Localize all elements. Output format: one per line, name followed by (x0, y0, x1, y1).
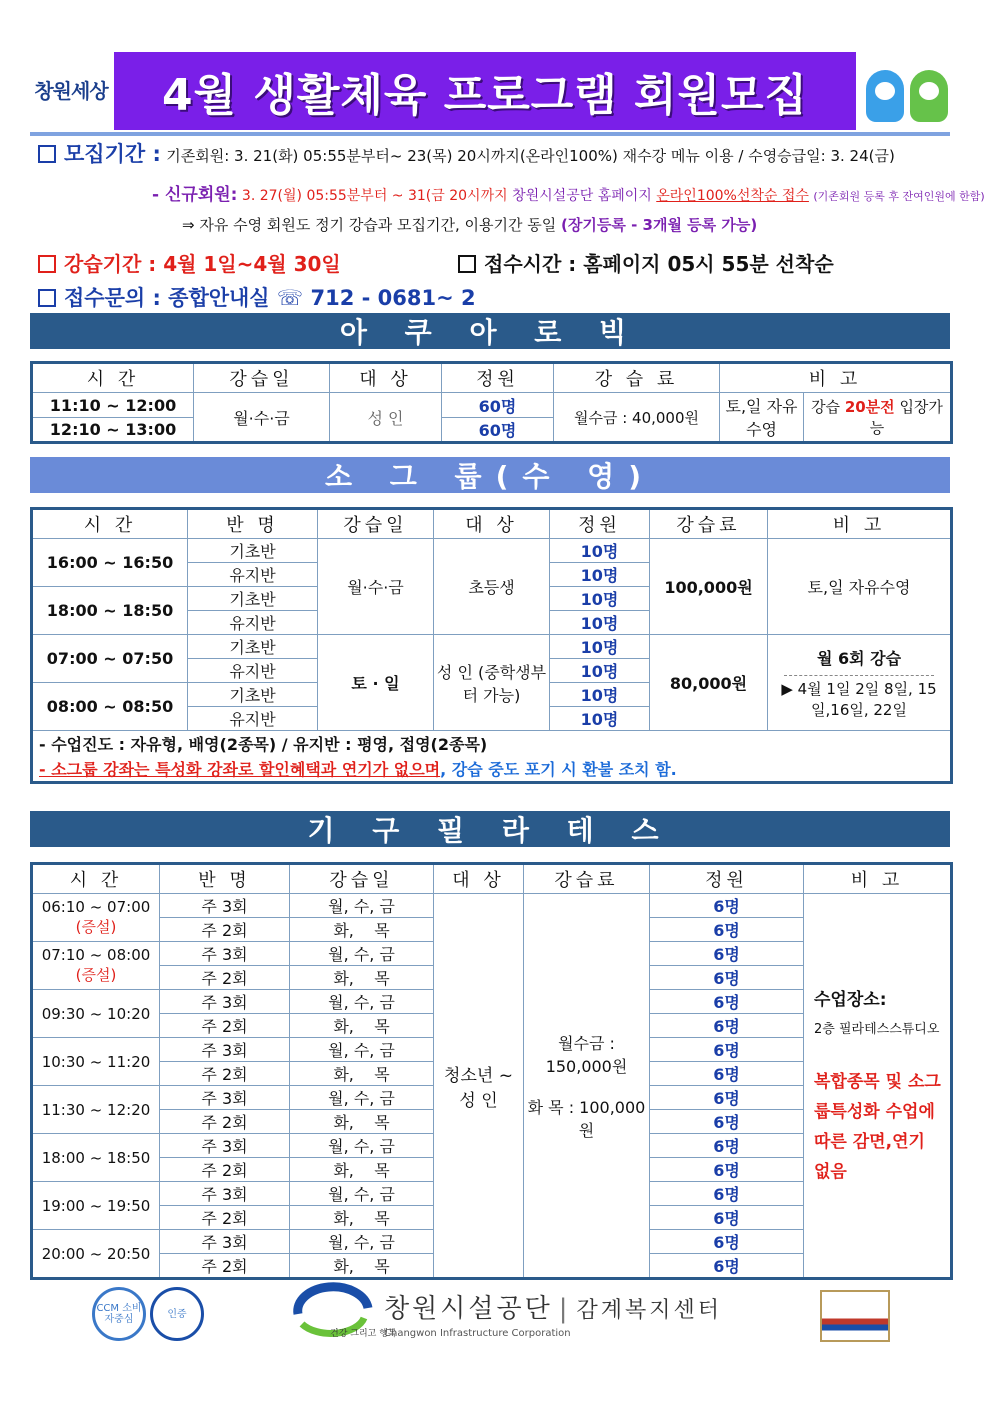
note-cell: 강습 20분전 입장가능 (804, 393, 952, 443)
org-name: 창원시설공단 | 감계복지센터 (384, 1294, 722, 1324)
note-cell: 수업장소: 2층 필라테스스튜디오 복합종목 및 소그룹특성화 수업에 따른 감면,연기 없음 (804, 894, 952, 1279)
class-cell: 주 2회 (160, 1014, 290, 1038)
capacity-cell: 6명 (650, 1038, 804, 1062)
capacity-cell: 6명 (650, 1134, 804, 1158)
class-cell: 유지반 (188, 563, 318, 587)
ccm-badge: CCM 소비자중심 (92, 1282, 146, 1346)
small-group-table (30, 507, 953, 784)
days-cell: 화, 목 (290, 1110, 434, 1134)
col-header: 강습일 (290, 864, 434, 894)
fee-cell: 월수금 : 150,000원 화 목 : 100,000원 (524, 894, 650, 1279)
checkbox-icon (458, 255, 476, 273)
capacity-cell: 60명 (442, 393, 554, 418)
target-cell: 성 인 (330, 393, 442, 443)
col-header: 강습일 (194, 363, 330, 393)
mascot-blue-icon (866, 70, 904, 122)
class-cell: 주 2회 (160, 1254, 290, 1279)
time-cell: 07:10 ~ 08:00 (증설) (32, 942, 160, 990)
col-header: 정원 (550, 509, 650, 539)
col-header: 시 간 (32, 864, 160, 894)
capacity-cell: 6명 (650, 990, 804, 1014)
days-cell: 월, 수, 금 (290, 942, 434, 966)
col-header: 정원 (650, 864, 804, 894)
capacity-cell: 10명 (550, 539, 650, 563)
days-cell: 화, 목 (290, 918, 434, 942)
days-cell: 화, 목 (290, 1062, 434, 1086)
days-cell: 월·수·금 (318, 539, 434, 635)
section-aquarobic-title: 아 쿠 아 로 빅 (30, 313, 950, 349)
capacity-cell: 10명 (550, 683, 650, 707)
capacity-cell: 6명 (650, 918, 804, 942)
capacity-cell: 10명 (550, 587, 650, 611)
aquarobic-table (30, 361, 953, 444)
class-cell: 유지반 (188, 659, 318, 683)
pilates-table (30, 862, 953, 1280)
mascots (862, 62, 952, 122)
target-cell: 성 인 (중학생부터 가능) (434, 635, 550, 731)
checkbox-icon (38, 145, 56, 163)
time-cell: 19:00 ~ 19:50 (32, 1182, 160, 1230)
capacity-cell: 6명 (650, 1110, 804, 1134)
class-cell: 주 2회 (160, 1062, 290, 1086)
col-header: 비 고 (804, 864, 952, 894)
recruit-line: 모집기간 : 기존회원: 3. 21(화) 05:55분부터~ 23(목) 20시까지(온라인100%) 재수강 메뉴 이용 / 수영승급일: 3. 24(금) (38, 138, 895, 168)
time-cell: 07:00 ~ 07:50 (32, 635, 188, 683)
period-line: 강습기간 : 4월 1일~4월 30일 (38, 248, 341, 277)
class-cell: 주 2회 (160, 1110, 290, 1134)
footnote-progress: - 수업진도 : 자유형, 배영(2종목) / 유지반 : 평영, 접영(2종목) (32, 731, 952, 757)
class-cell: 주 3회 (160, 1086, 290, 1110)
class-cell: 주 2회 (160, 918, 290, 942)
org-slogan: 건강 그리고 행복 (330, 1329, 397, 1339)
class-cell: 주 3회 (160, 1038, 290, 1062)
capacity-cell: 6명 (650, 966, 804, 990)
days-cell: 월, 수, 금 (290, 1086, 434, 1110)
capacity-cell: 6명 (650, 1206, 804, 1230)
target-cell: 초등생 (434, 539, 550, 635)
city-logo: 창원세상 (34, 78, 108, 103)
capacity-cell: 6명 (650, 1014, 804, 1038)
days-cell: 화, 목 (290, 1158, 434, 1182)
capacity-cell: 10명 (550, 611, 650, 635)
class-cell: 주 2회 (160, 1158, 290, 1182)
capacity-cell: 6명 (650, 1158, 804, 1182)
page-title: 4월 생활체육 프로그램 회원모집 (161, 70, 809, 121)
col-header: 대 상 (330, 363, 442, 393)
footnote-policy: - 소그룹 강좌는 특성화 강좌로 할인혜택과 연기가 없으며, 강습 중도 포기 시 환불 조치 함. (32, 757, 952, 783)
days-cell: 월, 수, 금 (290, 894, 434, 918)
fee-cell: 월수금 : 40,000원 (554, 393, 720, 443)
col-header: 대 상 (434, 864, 524, 894)
org-logo-icon (290, 1282, 397, 1346)
class-cell: 주 3회 (160, 942, 290, 966)
capacity-cell: 6명 (650, 1182, 804, 1206)
capacity-cell: 60명 (442, 418, 554, 443)
col-header: 비 고 (720, 363, 952, 393)
note-cell: 토,일 자유수영 (720, 393, 804, 443)
col-header: 시 간 (32, 363, 194, 393)
days-cell: 월·수·금 (194, 393, 330, 443)
time-cell: 09:30 ~ 10:20 (32, 990, 160, 1038)
days-cell: 화, 목 (290, 1254, 434, 1279)
mascot-green-icon (910, 70, 948, 122)
col-header: 반 명 (188, 509, 318, 539)
capacity-cell: 6명 (650, 1086, 804, 1110)
inquiry-line: 접수문의 : 종합안내실 ☏ 712 - 0681~ 2 (38, 282, 476, 312)
days-cell: 월, 수, 금 (290, 1230, 434, 1254)
class-cell: 주 3회 (160, 1134, 290, 1158)
reception-line: 접수시간 : 홈페이지 05시 55분 선착순 (458, 248, 834, 277)
time-cell: 18:00 ~ 18:50 (32, 587, 188, 635)
col-header: 강 습 료 (554, 363, 720, 393)
class-cell: 주 3회 (160, 990, 290, 1014)
class-cell: 주 2회 (160, 966, 290, 990)
days-cell: 월, 수, 금 (290, 1134, 434, 1158)
award-badge-icon (820, 1290, 890, 1342)
note-cell: 토,일 자유수영 (768, 539, 952, 635)
days-cell: 화, 목 (290, 966, 434, 990)
class-cell: 기초반 (188, 587, 318, 611)
time-cell: 11:30 ~ 12:20 (32, 1086, 160, 1134)
days-cell: 토 · 일 (318, 635, 434, 731)
col-header: 강습일 (318, 509, 434, 539)
time-cell: 20:00 ~ 20:50 (32, 1230, 160, 1279)
col-header: 강습료 (524, 864, 650, 894)
col-header: 강습료 (650, 509, 768, 539)
class-cell: 유지반 (188, 707, 318, 731)
org-english: Changwon Infrastructure Corporation (384, 1328, 571, 1339)
days-cell: 월, 수, 금 (290, 1182, 434, 1206)
page-title-banner (114, 52, 856, 130)
col-header: 시 간 (32, 509, 188, 539)
col-header: 반 명 (160, 864, 290, 894)
free-swim-line: ⇒ 자유 수영 회원도 정기 강습과 모집기간, 이용기간 동일 (장기등록 - 3개월 등록 가능) (182, 216, 758, 234)
capacity-cell: 6명 (650, 1062, 804, 1086)
time-cell: 12:10 ~ 13:00 (32, 418, 194, 443)
time-cell: 10:30 ~ 11:20 (32, 1038, 160, 1086)
class-cell: 주 3회 (160, 1182, 290, 1206)
days-cell: 화, 목 (290, 1206, 434, 1230)
fee-cell: 80,000원 (650, 635, 768, 731)
col-header: 비 고 (768, 509, 952, 539)
class-cell: 유지반 (188, 611, 318, 635)
capacity-cell: 10명 (550, 659, 650, 683)
days-cell: 월, 수, 금 (290, 1038, 434, 1062)
days-cell: 월, 수, 금 (290, 990, 434, 1014)
note-cell: 월 6회 강습 ▶ 4월 1일 2일 8일, 15일,16일, 22일 (768, 635, 952, 731)
divider (30, 132, 950, 136)
table-row (32, 894, 952, 918)
class-cell: 기초반 (188, 539, 318, 563)
capacity-cell: 10명 (550, 707, 650, 731)
class-cell: 주 3회 (160, 1230, 290, 1254)
time-cell: 06:10 ~ 07:00 (증설) (32, 894, 160, 942)
class-cell: 기초반 (188, 683, 318, 707)
fee-cell: 100,000원 (650, 539, 768, 635)
new-member-line: - 신규회원: 3. 27(월) 05:55분부터 ~ 31(금 20시까지 창원시설공단 홈페이지 온라인100%선착순 접수 (기존회원 등록 후 잔여인원에 한함) (152, 185, 985, 205)
capacity-cell: 6명 (650, 1254, 804, 1279)
class-cell: 주 2회 (160, 1206, 290, 1230)
cert-badge: 인증 (150, 1282, 204, 1346)
capacity-cell: 10명 (550, 635, 650, 659)
days-cell: 화, 목 (290, 1014, 434, 1038)
capacity-cell: 10명 (550, 563, 650, 587)
time-cell: 16:00 ~ 16:50 (32, 539, 188, 587)
col-header: 정원 (442, 363, 554, 393)
target-cell: 청소년 ~성 인 (434, 894, 524, 1279)
time-cell: 08:00 ~ 08:50 (32, 683, 188, 731)
checkbox-icon (38, 255, 56, 273)
capacity-cell: 6명 (650, 1230, 804, 1254)
section-pilates-title: 기 구 필 라 테 스 (30, 811, 950, 847)
class-cell: 주 3회 (160, 894, 290, 918)
time-cell: 18:00 ~ 18:50 (32, 1134, 160, 1182)
checkbox-icon (38, 289, 56, 307)
time-cell: 11:10 ~ 12:00 (32, 393, 194, 418)
class-cell: 기초반 (188, 635, 318, 659)
capacity-cell: 6명 (650, 942, 804, 966)
section-small-group-title: 소 그 룹(수 영) (30, 457, 950, 493)
capacity-cell: 6명 (650, 894, 804, 918)
col-header: 대 상 (434, 509, 550, 539)
